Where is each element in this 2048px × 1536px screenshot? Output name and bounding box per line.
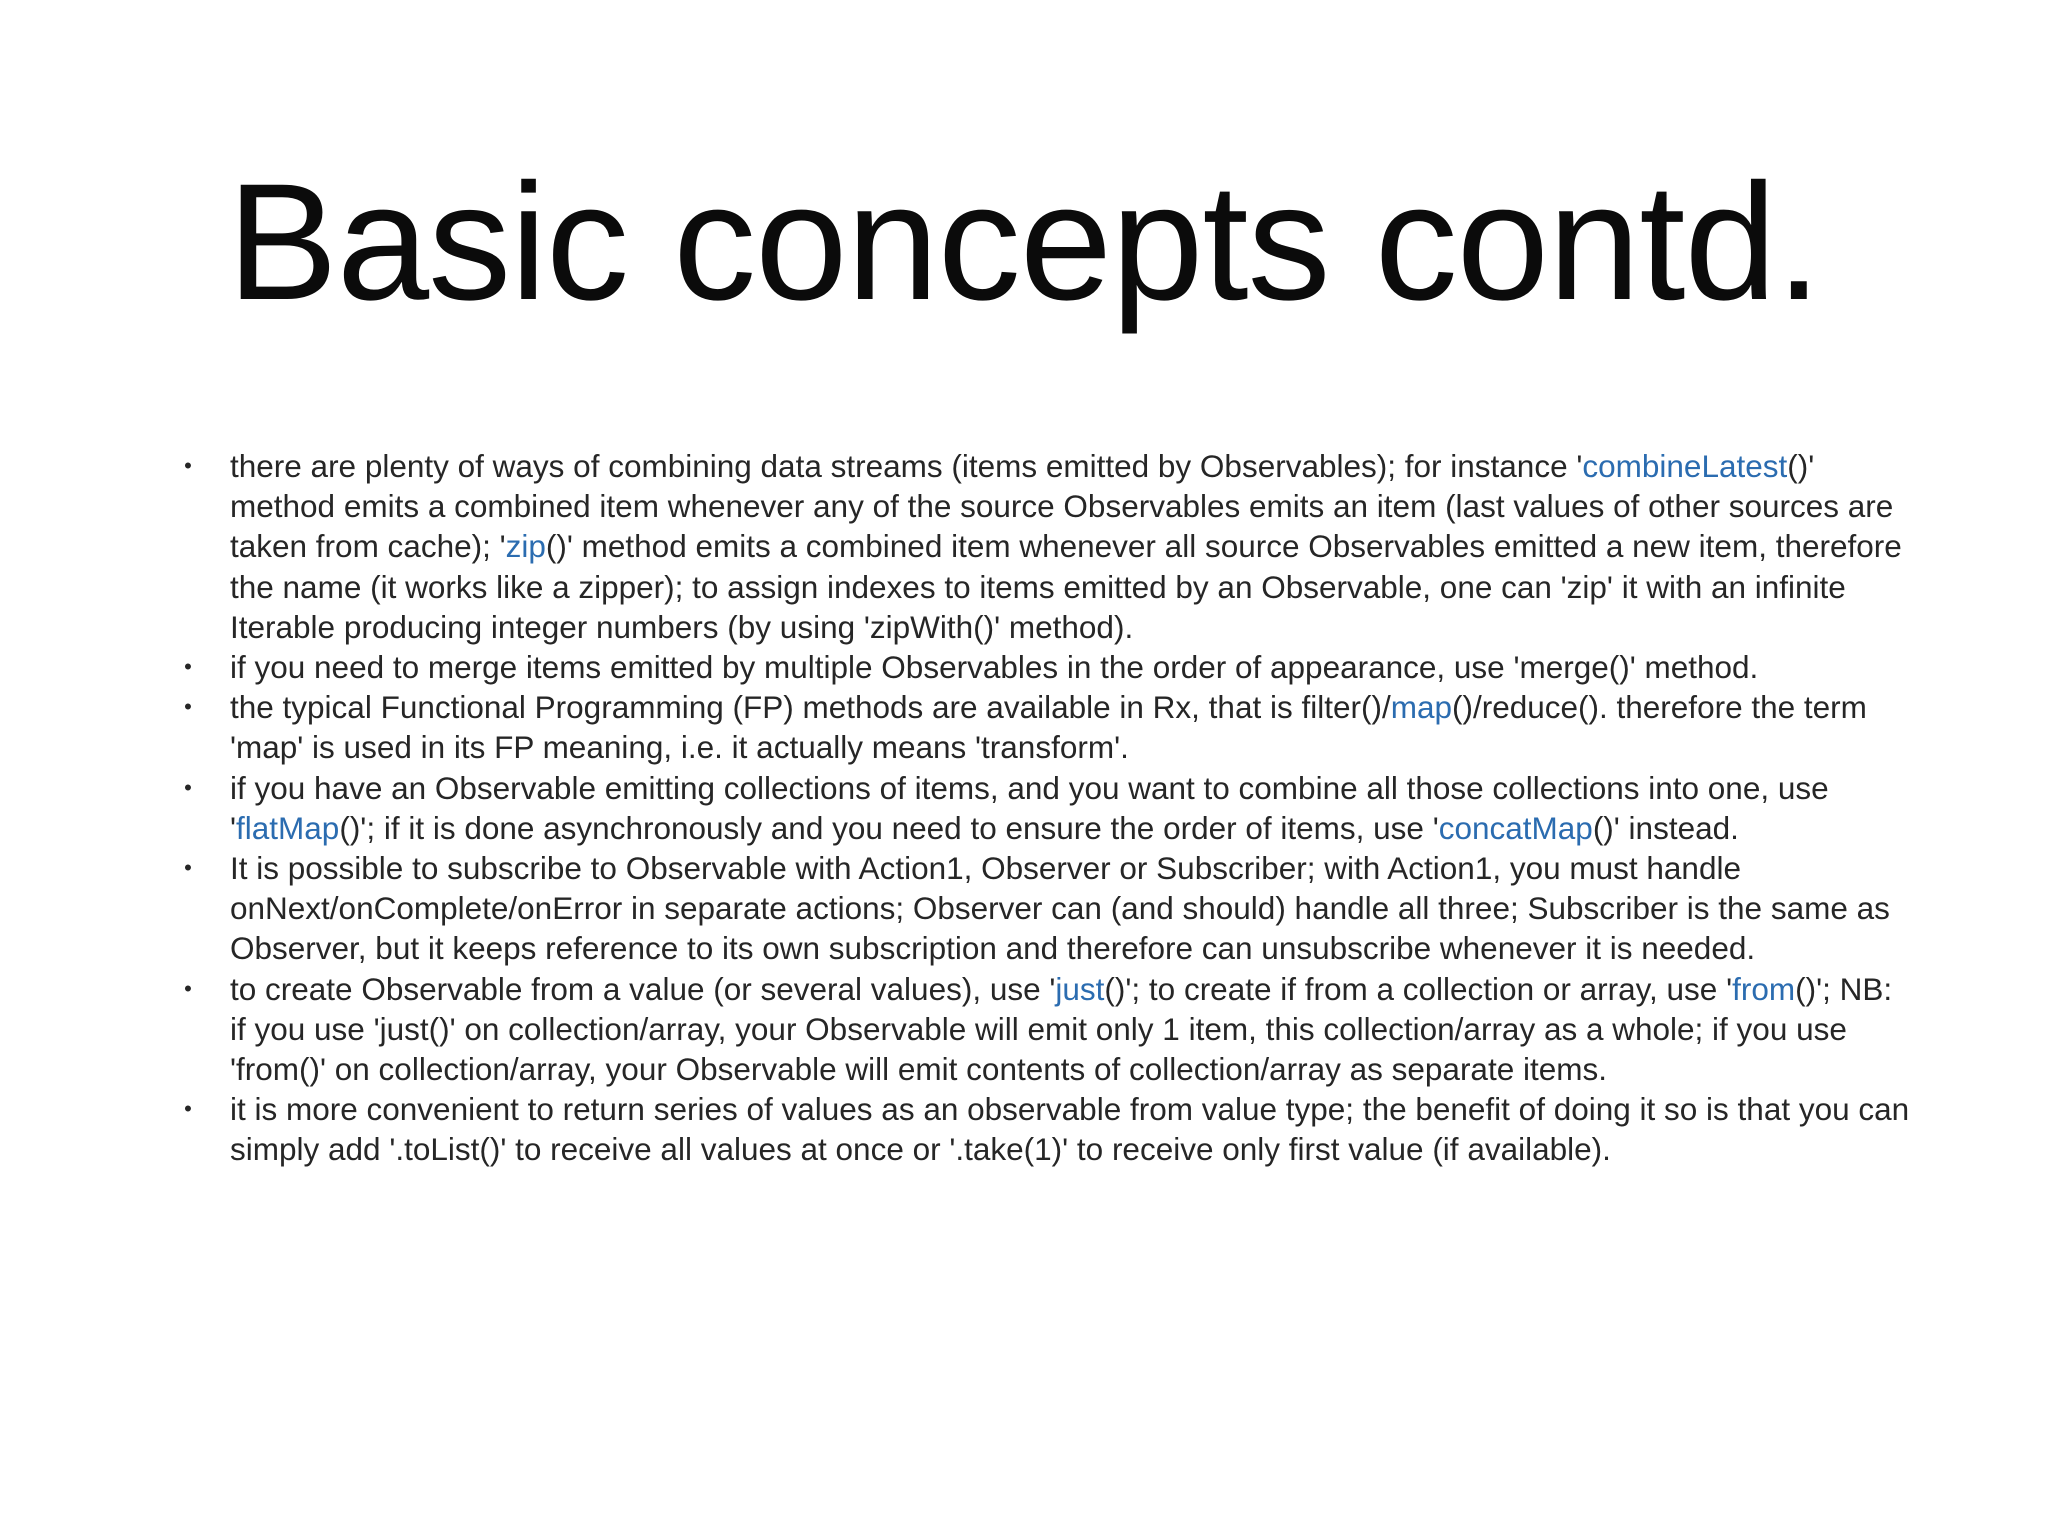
method-link-zip[interactable]: zip [505, 528, 546, 565]
method-link-concatmap[interactable]: concatMap [1438, 809, 1593, 846]
bullet-item [176, 687, 1916, 767]
bullet-list [176, 446, 1916, 1170]
text-segment: ()'; if it is done asynchronously and you need to ensure the order of items, use ' [339, 809, 1439, 846]
bullet-dot-icon: • [184, 1096, 192, 1122]
text-segment: if you need to merge items emitted by multiple Observables in the order of appearance, use 'merge()' method. [230, 649, 1759, 686]
bullet-item [176, 848, 1916, 969]
bullet-item [176, 1089, 1916, 1169]
bullet-dot-icon: • [184, 654, 192, 680]
bullet-text [230, 1091, 1909, 1167]
bullet-text [230, 770, 1829, 846]
bullet-dot-icon: • [184, 694, 192, 720]
bullet-text [230, 850, 1890, 966]
text-segment: ()' method emits a combined item whenever all source Observables emitted a new item, therefore the name (it works like a zipper); to assign indexes to items emitted by an Observable, one can 'zip' it with an infinite Iterable producing integer numbers (by using 'zipWith()' method). [230, 528, 1902, 645]
bullet-item [176, 768, 1916, 848]
text-segment: ()/reduce(). therefore the term 'map' is used in its FP meaning, i.e. it actually means 'transform'. [230, 689, 1867, 766]
text-segment: it is more convenient to return series of values as an observable from value type; the benefit of doing it so is that you can simply add '.toList()' to receive all values at once or '.take(1)' to receive only first value (if available). [230, 1091, 1910, 1168]
bullet-dot-icon: • [184, 975, 192, 1001]
text-segment: the typical Functional Programming (FP) methods are available in Rx, that is filter()/ [230, 689, 1391, 726]
bullet-text [230, 448, 1902, 645]
text-segment: ()'; to create if from a collection or array, use ' [1104, 970, 1733, 1007]
bullet-item [176, 446, 1916, 647]
method-link-just[interactable]: just [1055, 970, 1105, 1007]
text-segment: there are plenty of ways of combining data streams (items emitted by Observables); for instance ' [230, 448, 1583, 484]
bullet-item [176, 969, 1916, 1090]
method-link-flatmap[interactable]: flatMap [236, 809, 340, 846]
bullet-text [230, 689, 1867, 765]
text-segment: if you have an Observable emitting collections of items, and you want to combine all those collections into one, use ' [230, 769, 1829, 846]
bullet-text [230, 649, 1758, 685]
bullet-item [176, 647, 1916, 687]
slide-title: Basic concepts contd. [227, 150, 1821, 335]
bullet-dot-icon: • [184, 774, 192, 800]
method-link-from[interactable]: from [1732, 970, 1796, 1007]
bullet-text [230, 971, 1892, 1087]
text-segment: It is possible to subscribe to Observable with Action1, Observer or Subscriber; with Action1, you must handle onNext/onComplete/onError in separate actions; Observer can (and should) handle all three; Subscriber is the same as Observer, but it keeps reference to its own subscription and therefore can unsubscribe whenever it is needed. [230, 850, 1890, 967]
text-segment: to create Observable from a value (or several values), use ' [230, 970, 1056, 1007]
bullet-dot-icon: • [184, 855, 192, 881]
text-segment: ()'; NB: if you use 'just()' on collection/array, your Observable will emit only 1 item, this collection/array as a whole; if you use 'from()' on collection/array, your Observable will emit contents of collection/array as separate items. [230, 970, 1893, 1088]
method-link-combinelatest[interactable]: combineLatest [1582, 448, 1788, 484]
method-link-map[interactable]: map [1390, 689, 1452, 726]
text-segment: ()' method emits a combined item whenever any of the source Observables emits an item (last values of other sources are taken from cache); ' [230, 448, 1894, 565]
bullet-dot-icon: • [184, 453, 192, 478]
text-segment: ()' instead. [1592, 809, 1739, 846]
